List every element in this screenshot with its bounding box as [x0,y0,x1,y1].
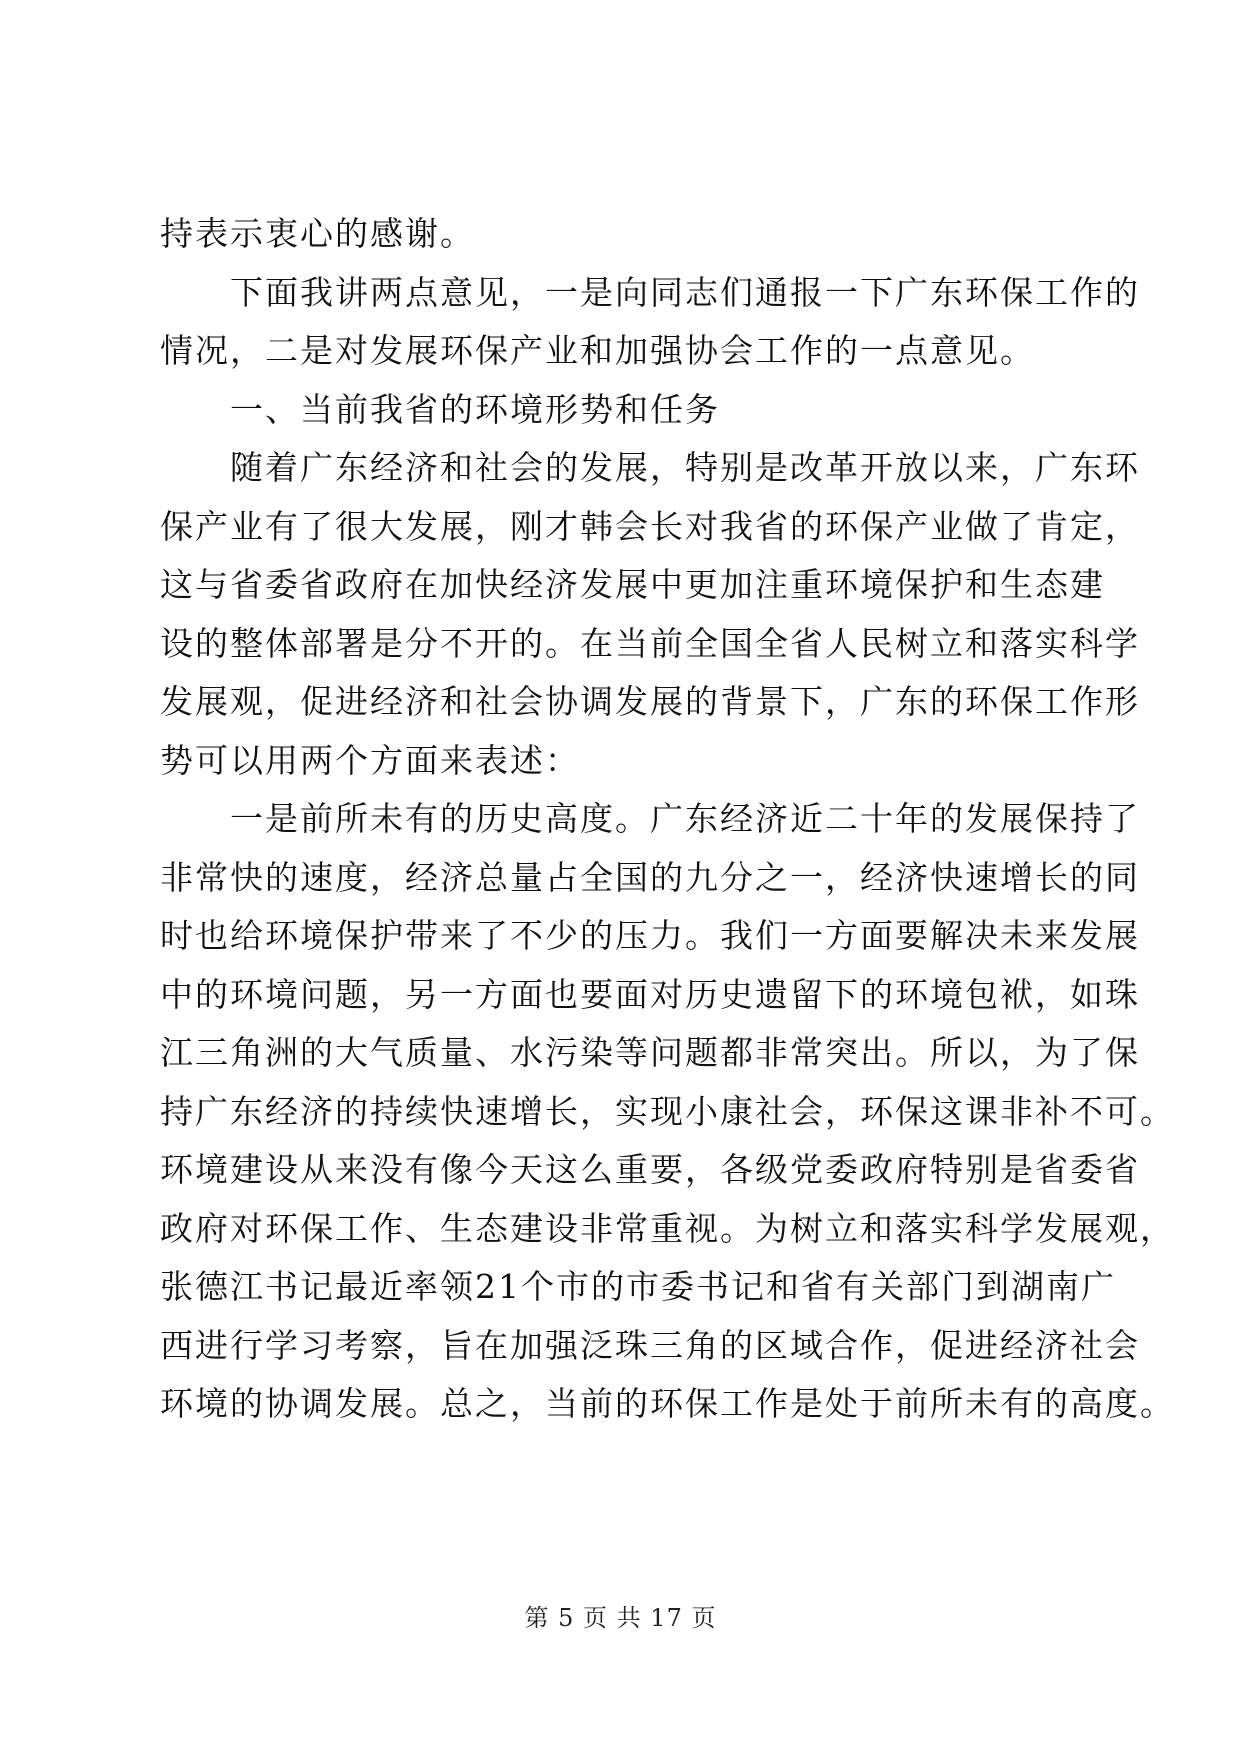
text-line-15: 江三角洲的大气质量、水污染等问题都非常突出。所以，为了保 [160,1033,1140,1072]
text-line-12: 非常快的速度，经济总量占全国的九分之一，经济快速增长的同 [160,857,1140,897]
text-line-1: 持表示衷心的感谢。 [160,214,475,253]
text-line-8: 设的整体部署是分不开的。在当前全国全省人民树立和落实科学 [160,623,1140,663]
text-line-2: 下面我讲两点意见，一是向同志们通报一下广东环保工作的 [160,272,1140,312]
text-line-13: 时也给环境保护带来了不少的压力。我们一方面要解决未来发展 [160,916,1140,955]
text-line-14: 中的环境问题，另一方面也要面对历史遗留下的环境包袱，如珠 [160,974,1140,1014]
text-line-17: 环境建设从来没有像今天这么重要，各级党委政府特别是省委省 [160,1150,1140,1189]
text-line-5: 随着广东经济和社会的发展，特别是改革开放以来，广东环 [160,448,1140,487]
page-footer: 第 5 页 共 17 页 [524,1604,717,1632]
text-line-21: 环境的协调发展。总之，当前的环保工作是处于前所未有的高度。 [160,1384,1175,1423]
text-line-3: 情况，二是对发展环保产业和加强协会工作的一点意见。 [160,331,1035,370]
text-line-6: 保产业有了很大发展，刚才韩会长对我省的环保产业做了肯定， [160,506,1140,546]
text-line-19: 张德江书记最近率领21个市的市委书记和省有关部门到湖南广 [160,1267,1116,1306]
text-line-9: 发展观，促进经济和社会协调发展的背景下，广东的环保工作形 [160,682,1140,721]
text-line-11: 一是前所未有的历史高度。广东经济近二十年的发展保持了 [160,799,1140,838]
text-line-10: 势可以用两个方面来表述： [160,740,580,780]
text-line-16: 持广东经济的持续快速增长，实现小康社会，环保这课非补不可。 [160,1091,1175,1131]
body-text [160,205,1175,1434]
text-line-20: 西进行学习考察，旨在加强泛珠三角的区域合作，促进经济社会 [160,1325,1140,1365]
text-line-7: 这与省委省政府在加快经济发展中更加注重环境保护和生态建 [160,565,1105,604]
text-line-18: 政府对环保工作、生态建设非常重视。为树立和落实科学发展观， [160,1208,1175,1248]
section-heading: 一、当前我省的环境形势和任务 [160,389,720,429]
